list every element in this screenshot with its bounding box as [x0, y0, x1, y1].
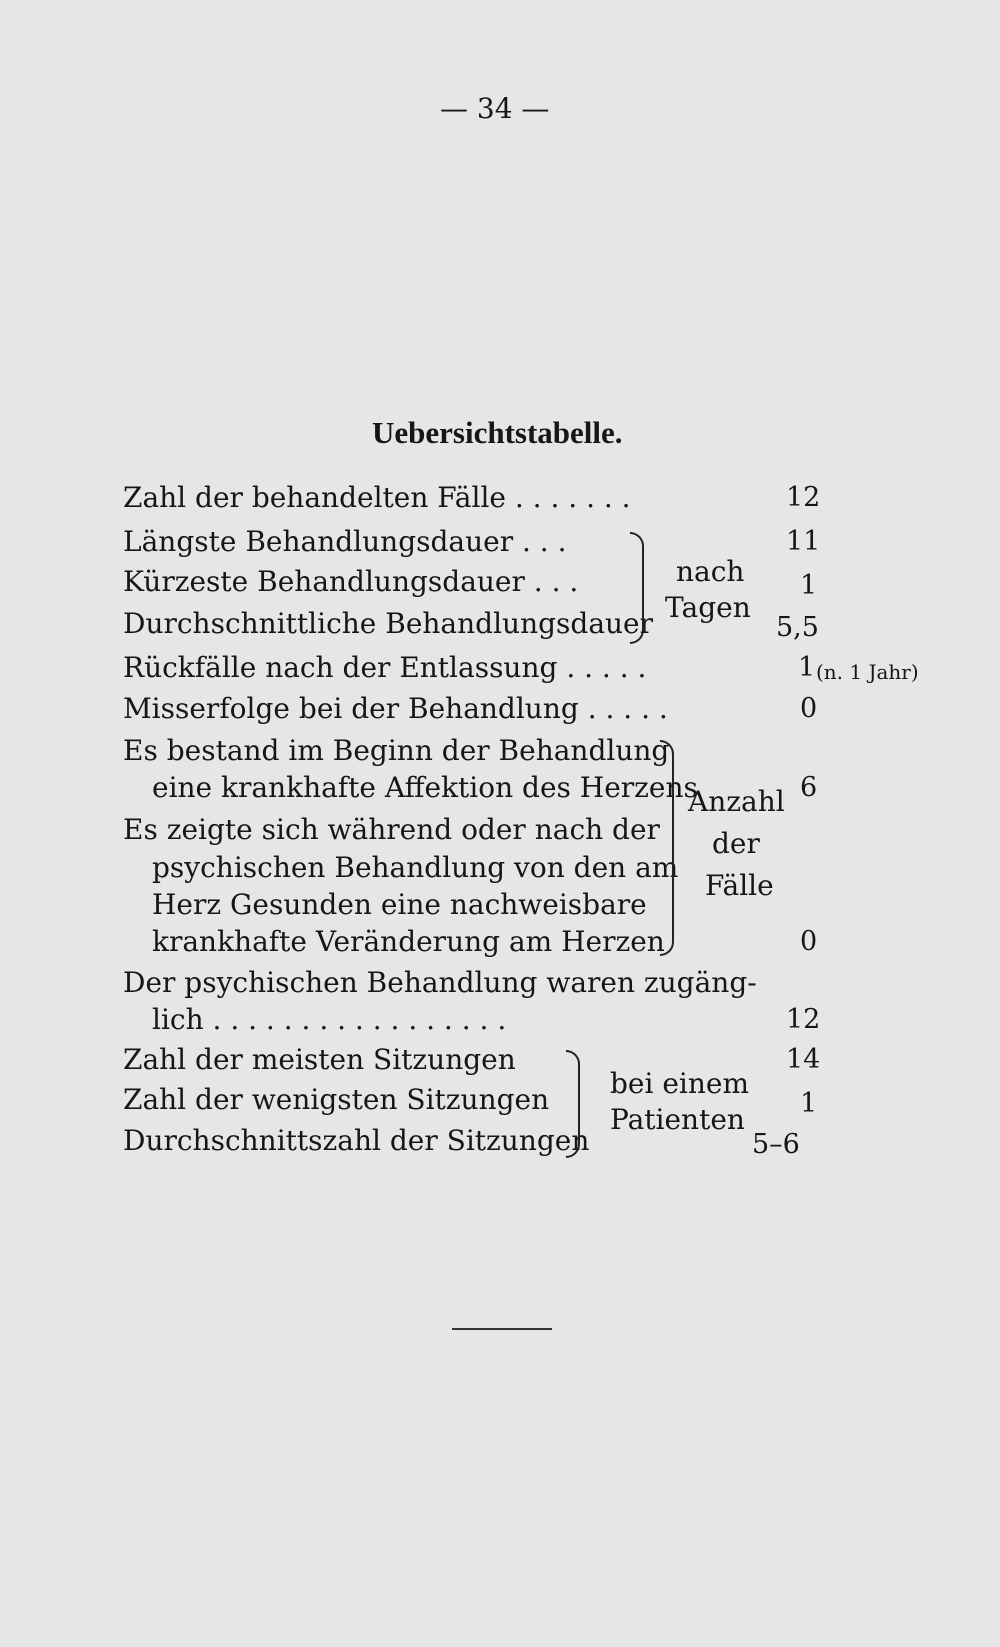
row-label: Rückfälle nach der Entlassung . . . . .	[123, 651, 647, 684]
group-label: Fälle	[705, 869, 774, 902]
group-label: bei einem	[610, 1067, 750, 1100]
row-value: 0	[800, 693, 818, 724]
end-rule	[452, 1328, 552, 1330]
row-label: krankhafte Veränderung am Herzen	[152, 925, 665, 958]
row-value: 1	[800, 1088, 818, 1119]
row-label: Längste Behandlungsdauer . . .	[123, 525, 567, 558]
row-value: 1	[798, 652, 816, 683]
page-number: — 34 —	[440, 92, 550, 125]
group-label: der	[712, 827, 760, 860]
row-label: eine krankhafte Affektion des Herzens	[152, 771, 698, 804]
row-label: Misserfolge bei der Behandlung . . . . .	[123, 692, 668, 725]
row-value: 5,5	[776, 612, 819, 643]
row-value: 12	[786, 482, 821, 513]
row-label: Zahl der wenigsten Sitzungen	[123, 1083, 550, 1116]
row-label: Kürzeste Behandlungsdauer . . .	[123, 565, 579, 598]
row-label: psychischen Behandlung von den am	[152, 851, 679, 884]
row-label: Der psychischen Behandlung waren zugäng-	[123, 966, 757, 999]
row-label: Durchschnittliche Behandlungsdauer	[123, 607, 654, 640]
row-label: Es zeigte sich während oder nach der	[123, 813, 660, 846]
row-value: 12	[786, 1004, 821, 1035]
row-note: (n. 1 Jahr)	[816, 660, 919, 684]
row-value: 0	[800, 926, 818, 957]
group-label: Patienten	[610, 1103, 745, 1136]
group-brace	[660, 740, 674, 956]
row-value: 6	[800, 772, 818, 803]
row-value: 1	[800, 570, 818, 601]
row-value: 14	[786, 1044, 821, 1075]
row-label: lich . . . . . . . . . . . . . . . . .	[152, 1003, 507, 1036]
row-label: Zahl der behandelten Fälle . . . . . . .	[123, 481, 631, 514]
table-title: Uebersichtstabelle.	[372, 415, 623, 450]
group-label: Tagen	[665, 591, 751, 624]
group-brace	[566, 1050, 580, 1158]
row-label: Durchschnittszahl der Sitzungen	[123, 1124, 590, 1157]
row-value: 11	[786, 526, 821, 557]
group-label: Anzahl	[688, 785, 785, 818]
row-label: Es bestand im Beginn der Behandlung	[123, 734, 670, 767]
row-label: Zahl der meisten Sitzungen	[123, 1043, 516, 1076]
row-value: 5–6	[752, 1129, 800, 1160]
row-label: Herz Gesunden eine nachweisbare	[152, 888, 647, 921]
group-label: nach	[676, 555, 745, 588]
group-brace	[630, 532, 644, 644]
